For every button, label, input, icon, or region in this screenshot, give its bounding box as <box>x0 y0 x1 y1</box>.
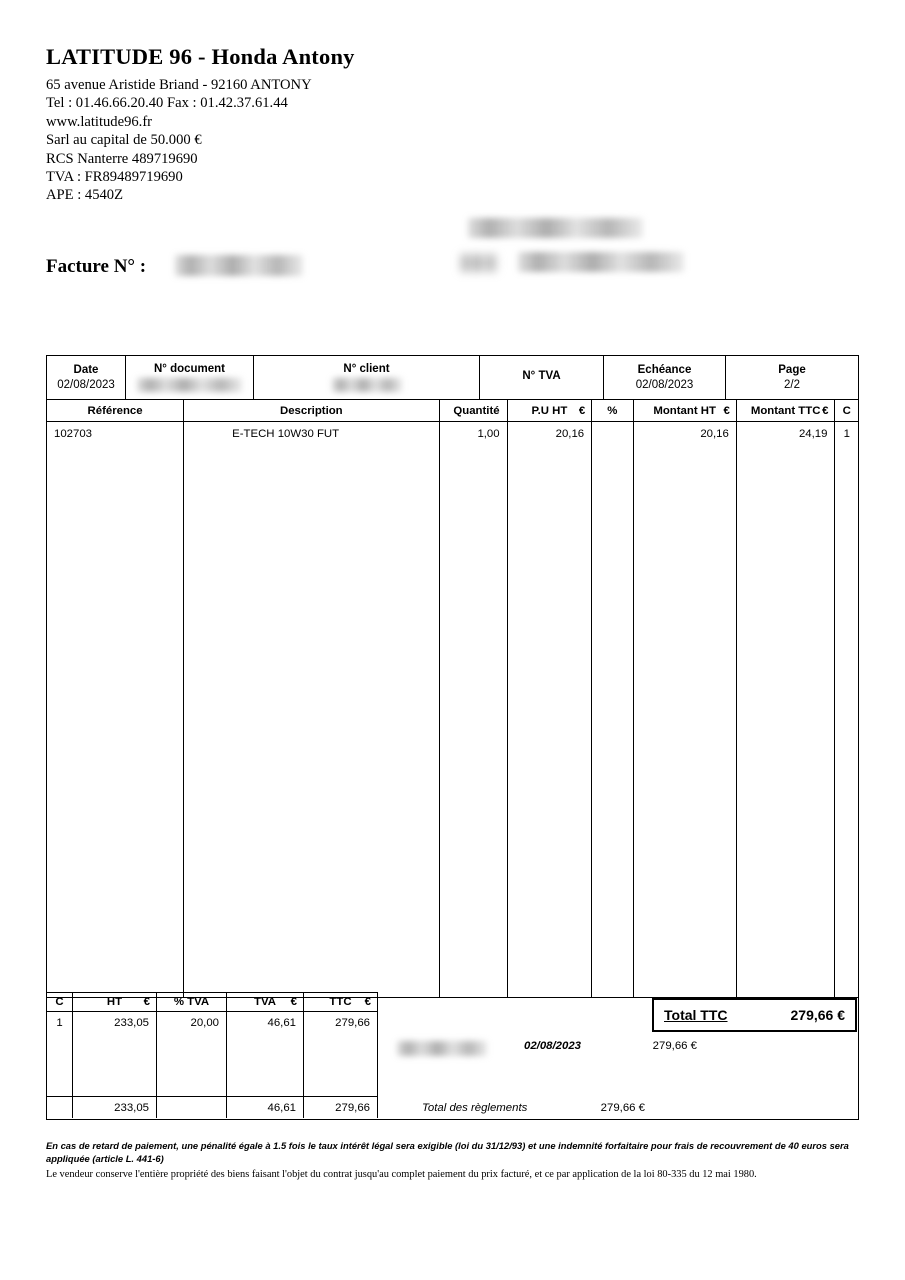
col-header-description: Description <box>184 400 439 421</box>
vat-col-ht <box>73 993 157 1011</box>
col-header-c: C <box>842 404 851 417</box>
summary-section <box>46 992 859 1120</box>
col-header-percent: % <box>592 400 633 421</box>
cell-quantite-value: 1,00 <box>477 428 500 440</box>
payments-total-label: Total des règlements <box>422 1102 528 1114</box>
company-phone: Tel : 01.46.66.20.40 Fax : 01.42.37.61.44 <box>46 95 288 112</box>
payment-amount: 279,66 € <box>652 1040 697 1052</box>
vat-total-tva: 46,61 <box>227 1097 304 1118</box>
info-document-header: N° document <box>153 363 226 375</box>
info-page-header: Page <box>778 364 806 376</box>
total-ttc-box <box>652 998 857 1032</box>
cell-description <box>184 422 439 997</box>
payment-method-redacted <box>397 1041 487 1056</box>
company-name: LATITUDE 96 - Honda Antony <box>46 44 355 69</box>
vat-total-pct <box>157 1097 227 1118</box>
cell-pu-ht-value: 20,16 <box>555 428 585 440</box>
euro-icon: € <box>578 404 586 417</box>
vat-summary-totals <box>47 1096 378 1118</box>
total-ttc-label: Total TTC <box>664 1007 728 1023</box>
cell-percent <box>592 422 633 997</box>
legal-footer <box>46 1140 859 1182</box>
vat-total-c <box>47 1097 73 1118</box>
euro-icon: € <box>822 404 829 417</box>
col-header-montant-ttc <box>737 400 836 421</box>
info-tva-header: N° TVA <box>522 370 561 382</box>
info-page <box>726 356 858 399</box>
cell-quantite <box>440 422 508 997</box>
info-echeance-value: 02/08/2023 <box>635 379 694 391</box>
vat-row-pct: 20,00 <box>157 1012 227 1034</box>
client-name-redacted <box>468 218 643 238</box>
invoice-info-row <box>47 356 858 400</box>
company-tva: TVA : FR89489719690 <box>46 169 183 186</box>
vat-summary-spacer <box>47 1034 378 1096</box>
vat-col-c: C <box>47 993 73 1011</box>
vat-summary-table <box>47 992 378 1119</box>
col-header-pu-ht <box>508 400 593 421</box>
info-date-value: 02/08/2023 <box>57 379 115 391</box>
invoice-number-redacted <box>175 255 303 276</box>
invoice-number-label: Facture N° : <box>46 256 147 277</box>
company-ape: APE : 4540Z <box>46 187 124 204</box>
vat-summary-row <box>47 1012 378 1034</box>
info-tva <box>480 356 604 399</box>
cell-reference <box>47 422 184 997</box>
vat-col-pct: % TVA <box>157 993 227 1011</box>
vat-total-ht: 233,05 <box>73 1097 157 1118</box>
info-client-redacted <box>332 378 402 392</box>
cell-montant-ht <box>634 422 737 997</box>
client-line3-redacted <box>518 252 684 272</box>
cell-montant-ttc-value: 24,19 <box>798 428 828 440</box>
vat-row-ht: 233,05 <box>73 1012 157 1034</box>
company-header <box>46 44 566 205</box>
col-header-montant-ht <box>634 400 737 421</box>
info-echeance-header: Echéance <box>637 364 692 376</box>
payments-total-amount: 279,66 € <box>600 1102 645 1114</box>
company-rcs: RCS Nanterre 489719690 <box>46 150 198 167</box>
cell-pu-ht <box>508 422 593 997</box>
col-header-montant-ht-label: Montant HT <box>653 404 716 417</box>
info-date-header: Date <box>73 364 99 376</box>
client-line2-redacted <box>460 254 498 272</box>
vat-summary-header <box>47 992 378 1012</box>
col-header-pu-ht-label: P.U HT <box>531 404 568 417</box>
info-client <box>254 356 480 399</box>
cell-montant-ttc <box>737 422 836 997</box>
company-address: 65 avenue Aristide Briand - 92160 ANTONY <box>46 77 312 93</box>
vat-row-c: 1 <box>47 1012 73 1034</box>
cell-c-value: 1 <box>843 428 850 440</box>
col-header-reference: Référence <box>47 400 184 421</box>
info-page-value: 2/2 <box>784 379 800 391</box>
euro-icon: € <box>143 996 150 1008</box>
client-address-block <box>460 212 690 302</box>
line-items-body <box>47 422 858 997</box>
payment-row <box>397 1040 697 1060</box>
cell-montant-ht-value: 20,16 <box>700 428 729 440</box>
cell-c <box>835 422 858 997</box>
cell-description-value: E-TECH 10W30 FUT <box>232 428 340 440</box>
legal-footer-penalty: En cas de retard de paiement, une pénalité égale à 1.5 fois le taux intérêt légal sera exigible (loi du 31/12/93) et une indemnité forfaitaire pour frais de recouvrement de 40 euros sera appliquée (article L. 441-6) <box>46 1140 849 1164</box>
company-capital: Sarl au capital de 50.000 € <box>46 132 202 149</box>
info-date <box>47 356 126 399</box>
legal-footer-ownership: Le vendeur conserve l'entière propriété des biens faisant l'objet du contrat jusqu'au complet paiement du prix facturé, et ce par application de la loi 80-335 du 12 mai 1980. <box>46 1169 757 1180</box>
vat-row-tva: 46,61 <box>227 1012 304 1034</box>
vat-col-tva <box>227 993 304 1011</box>
info-client-header: N° client <box>343 363 390 375</box>
euro-icon: € <box>723 404 730 417</box>
line-items-header <box>47 400 858 422</box>
col-header-quantite: Quantité <box>440 400 508 421</box>
euro-icon: € <box>364 996 371 1008</box>
col-header-montant-ttc-label: Montant TTC <box>750 404 821 417</box>
euro-icon: € <box>290 996 297 1008</box>
info-echeance <box>604 356 726 399</box>
company-website: www.latitude96.fr <box>46 113 153 130</box>
vat-col-tva-label: TVA <box>254 996 276 1008</box>
info-document-redacted <box>137 378 242 392</box>
vat-col-ttc-label: TTC <box>329 996 352 1008</box>
vat-row-ttc: 279,66 <box>304 1012 378 1034</box>
vat-col-ht-label: HT <box>106 996 123 1008</box>
cell-reference-value: 102703 <box>54 428 93 440</box>
vat-col-ttc <box>304 993 378 1011</box>
payment-date: 02/08/2023 <box>524 1040 582 1052</box>
vat-total-ttc: 279,66 <box>304 1097 378 1118</box>
invoice-table <box>46 355 859 998</box>
total-ttc-value: 279,66 € <box>790 1007 845 1023</box>
info-document <box>126 356 254 399</box>
